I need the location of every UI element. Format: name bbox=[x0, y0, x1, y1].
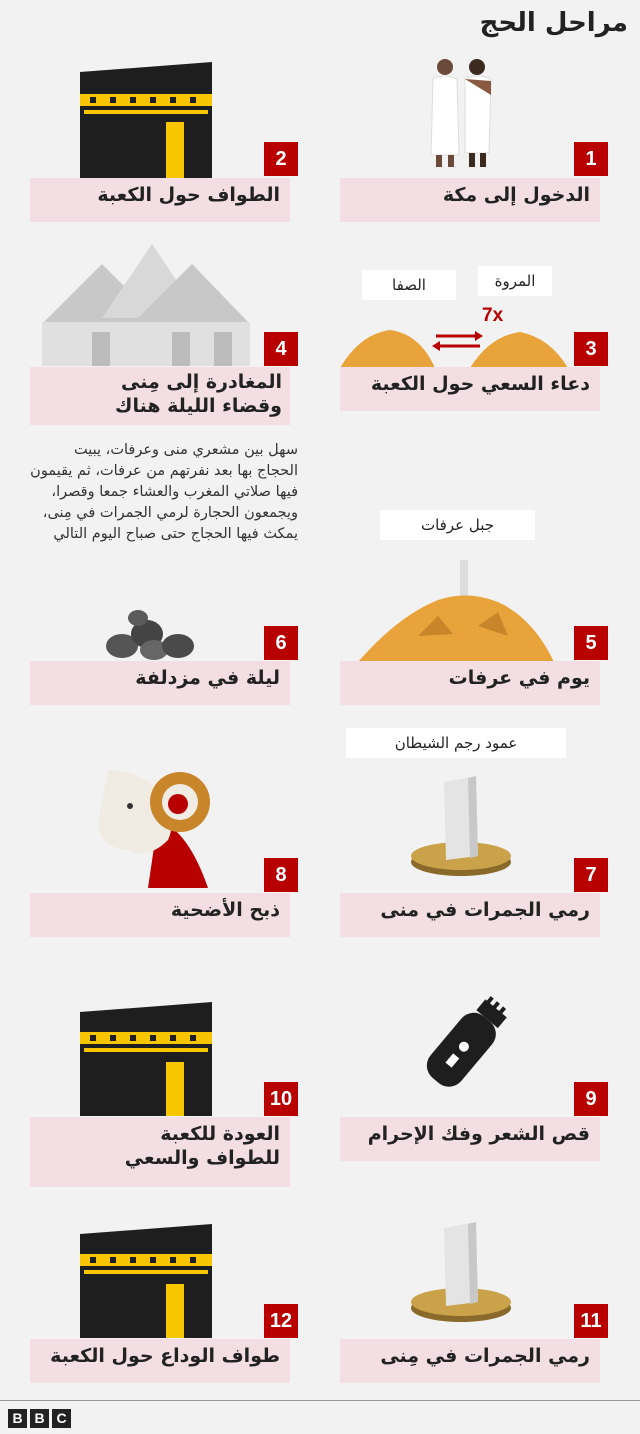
safa-marwa-hills-illustration bbox=[340, 322, 570, 372]
step-label-7: رمي الجمرات في منى bbox=[340, 893, 600, 937]
step-number-8: 8 bbox=[264, 858, 298, 892]
marwa-tag: المروة bbox=[478, 266, 552, 296]
muzdalifah-description: سهل بين مشعري منى وعرفات، يبيت الحجاج بها بعد نفرتهم من عرفات، ثم يقيمون فيها صلاتي المغرب والعشاء جمعا وقصرا، ويجمعون الحجارة لرمي الجمرات في مِنى، يمكث فيها الحجاج حتى صباح اليوم التالي bbox=[30, 442, 298, 542]
step-number-6: 6 bbox=[264, 626, 298, 660]
mount-arafat-illustration bbox=[358, 556, 554, 666]
step-label-10: العودة للكعبة للطواف والسعي bbox=[30, 1117, 290, 1187]
step-label-3: دعاء السعي حول الكعبة bbox=[340, 367, 600, 411]
step-label-6: ليلة في مزدلفة bbox=[30, 661, 290, 705]
devil-pillar-tag: عمود رجم الشيطان bbox=[346, 728, 566, 758]
kaaba-icon bbox=[80, 62, 212, 182]
ram-illustration bbox=[88, 760, 220, 892]
footer-divider bbox=[0, 1400, 640, 1401]
kaaba-icon bbox=[80, 1224, 212, 1342]
step-label-1: الدخول إلى مكة bbox=[340, 178, 600, 222]
step-number-4: 4 bbox=[264, 332, 298, 366]
arafat-mountain-tag: جبل عرفات bbox=[380, 510, 535, 540]
jamarat-pillar-illustration bbox=[408, 776, 514, 882]
jamarat-pillar-illustration bbox=[408, 1222, 514, 1328]
step-label-9: قص الشعر وفك الإحرام bbox=[340, 1117, 600, 1161]
step-number-2: 2 bbox=[264, 142, 298, 176]
step-label-12: طواف الوداع حول الكعبة bbox=[30, 1339, 290, 1383]
step-number-7: 7 bbox=[574, 858, 608, 892]
step-number-12: 12 bbox=[264, 1304, 298, 1338]
times-label: 7x bbox=[482, 305, 504, 326]
step-label-5: يوم في عرفات bbox=[340, 661, 600, 705]
kaaba-icon bbox=[80, 1002, 212, 1120]
step-label-11: رمي الجمرات في مِنى bbox=[340, 1339, 600, 1383]
step-label-2: الطواف حول الكعبة bbox=[30, 178, 290, 222]
bbc-logo: B B C bbox=[8, 1409, 71, 1428]
page-title: مراحل الحج bbox=[479, 8, 628, 38]
tents-illustration bbox=[42, 244, 250, 370]
step-number-3: 3 bbox=[574, 332, 608, 366]
pebbles-illustration bbox=[102, 606, 200, 666]
safa-tag: الصفا bbox=[362, 270, 456, 300]
step-number-9: 9 bbox=[574, 1082, 608, 1116]
step-label-4: المغادرة إلى مِنى وقضاء الليلة هناك bbox=[30, 367, 290, 425]
pilgrims-illustration bbox=[425, 55, 500, 174]
step-number-10: 10 bbox=[264, 1082, 298, 1116]
step-number-1: 1 bbox=[574, 142, 608, 176]
step-label-8: ذبح الأضحية bbox=[30, 893, 290, 937]
hair-clipper-icon bbox=[412, 996, 512, 1106]
step-number-5: 5 bbox=[574, 626, 608, 660]
step-number-11: 11 bbox=[574, 1304, 608, 1338]
